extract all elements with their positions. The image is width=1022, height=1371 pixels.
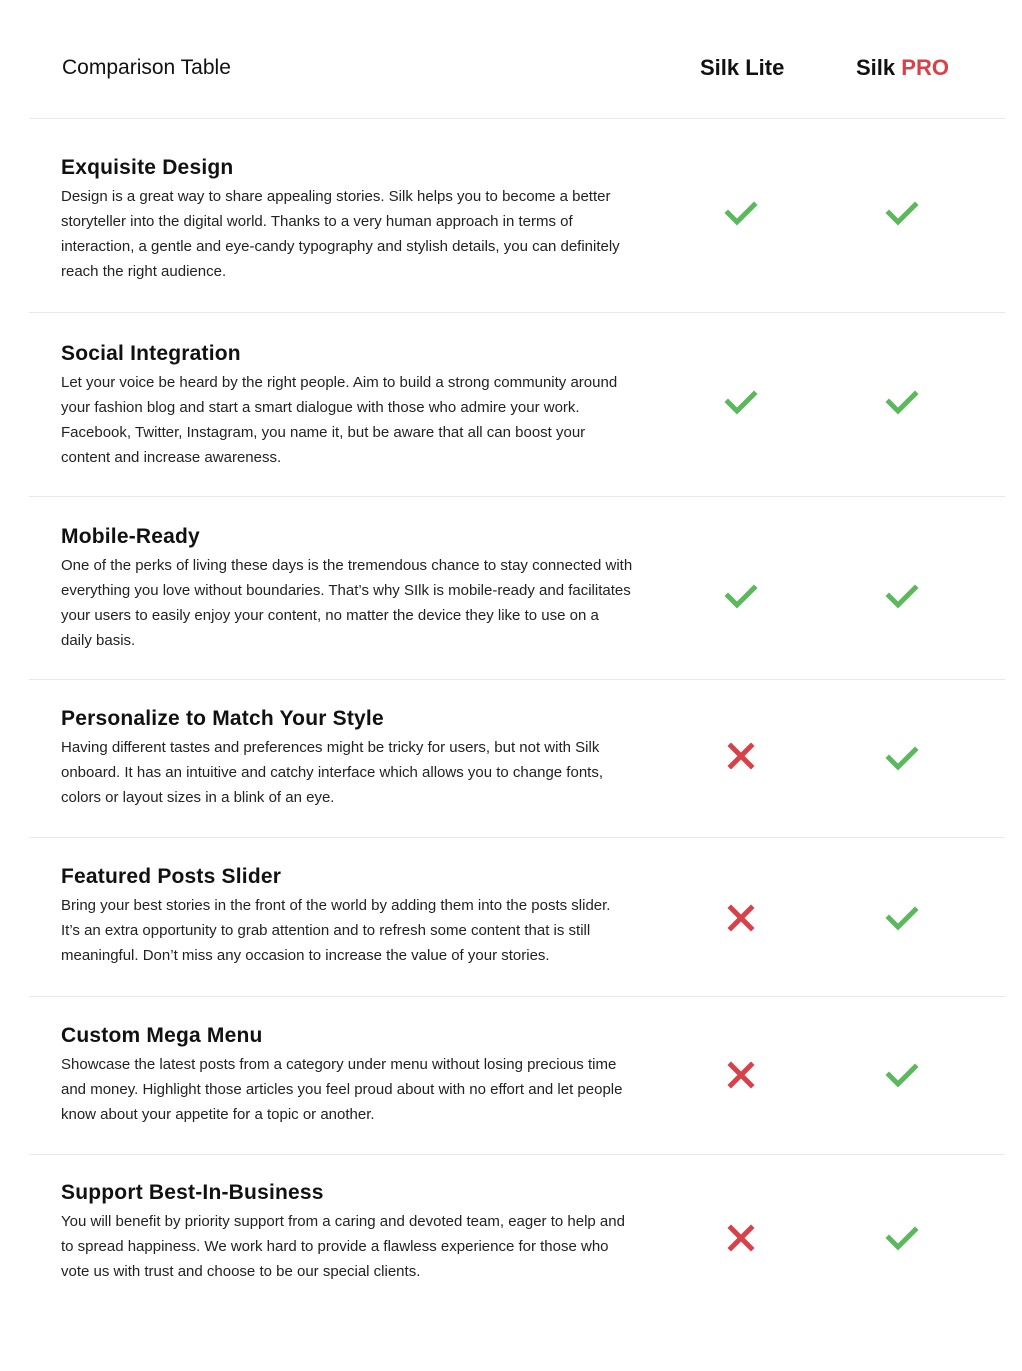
column-header-pro-prefix: Silk [856, 55, 896, 80]
comparison-header [0, 0, 1022, 118]
row-description: Having different tastes and preferences might be tricky for users, but not with Silk onboard. It has an intuitive and catchy interface which allows you to change fonts, colors or layout sizes in a blink of an eye. [61, 739, 603, 806]
row-description: Let your voice be heard by the right people. Aim to build a strong community around your fashion blog and start a smart dialogue with those who admire your work. Facebook, Twitter, Instagram, you name it, but be aware that all can boost your content and increase awareness. [61, 374, 618, 466]
table-row [0, 996, 1022, 1154]
row-description: You will benefit by priority support from a caring and devoted team, eager to help and to spread happiness. We work hard to provide a flawless experience for those who vote us with trust and choose to be our special clients. [61, 1213, 625, 1280]
row-title: Support Best-In-Business [61, 1181, 324, 1204]
column-header-silk-lite: Silk Lite [700, 55, 785, 80]
row-title: Personalize to Match Your Style [61, 707, 384, 730]
check-icon [884, 384, 920, 420]
cross-icon [723, 900, 759, 936]
row-title: Custom Mega Menu [61, 1024, 263, 1047]
row-description: One of the perks of living these days is the tremendous chance to stay connected with everything you love without boundaries. That’s why SIlk is mobile-ready and facilitates your users to easily enjoy your content, no matter the device they like to use on a daily basis. [61, 557, 633, 649]
check-icon [884, 195, 920, 231]
check-icon [723, 384, 759, 420]
cross-icon [723, 1220, 759, 1256]
row-title: Social Integration [61, 342, 241, 365]
table-row [0, 1154, 1022, 1324]
row-description: Showcase the latest posts from a category under menu without losing precious time and money. Highlight those articles you feel proud about with no effort and let people know about your appetite for a topic or another. [61, 1056, 623, 1123]
page-title: Comparison Table [62, 56, 231, 79]
cross-icon [723, 738, 759, 774]
check-icon [884, 1220, 920, 1256]
row-title: Exquisite Design [61, 156, 234, 179]
row-title: Mobile-Ready [61, 525, 200, 548]
table-row [0, 312, 1022, 496]
column-header-pro-accent: PRO [901, 55, 949, 80]
check-icon [884, 740, 920, 776]
table-row [0, 837, 1022, 996]
row-description: Bring your best stories in the front of the world by adding them into the posts slider. It’s an extra opportunity to grab attention and to refresh some content that is still meaningful. Don’t miss any occasion to increase the value of your stories. [61, 897, 611, 964]
check-icon [884, 900, 920, 936]
table-row [0, 679, 1022, 837]
check-icon [723, 195, 759, 231]
cross-icon [723, 1057, 759, 1093]
row-description: Design is a great way to share appealing stories. Silk helps you to become a better storyteller into the digital world. Thanks to a very human approach in terms of interaction, a gentle and eye-candy typography and stylish details, you can definitely reach the right audience. [61, 188, 620, 280]
table-row [0, 496, 1022, 679]
check-icon [723, 578, 759, 614]
column-header-silk-pro [856, 55, 949, 81]
row-title: Featured Posts Slider [61, 865, 282, 888]
check-icon [884, 578, 920, 614]
check-icon [884, 1057, 920, 1093]
table-row [0, 118, 1022, 312]
